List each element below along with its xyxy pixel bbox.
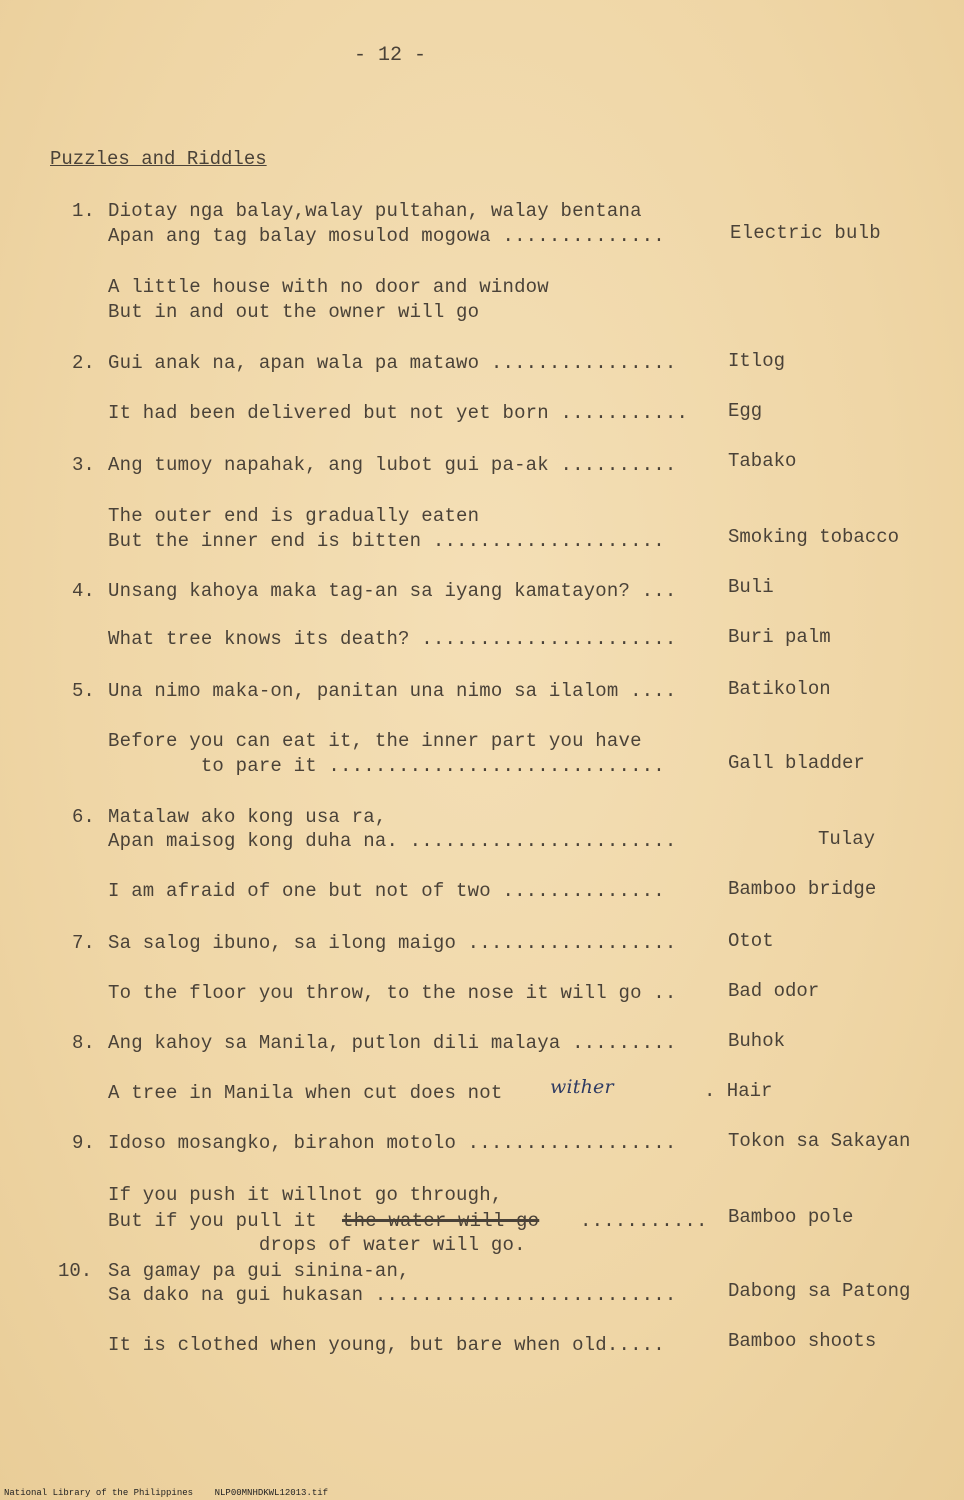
- riddle-line: Gui anak na, apan wala pa matawo ................: [108, 352, 677, 374]
- riddle-number: 9.: [72, 1132, 95, 1154]
- footer-caption: National Library of the Philippines NLP00MNHDKWL12013.tif: [4, 1488, 329, 1498]
- translation-answer: Smoking tobacco: [728, 526, 900, 548]
- riddle-line: Matalaw ako kong usa ra,: [108, 806, 387, 828]
- riddle-number: 4.: [72, 580, 95, 602]
- translation-line: What tree knows its death? ......................: [108, 628, 677, 650]
- riddle-number: 2.: [72, 352, 95, 374]
- riddle-number: 5.: [72, 680, 95, 702]
- riddle-answer: Buli: [728, 576, 774, 598]
- translation-answer: Egg: [728, 400, 763, 422]
- riddle-line: Sa gamay pa gui sinina-an,: [108, 1260, 410, 1282]
- riddle-line: Apan ang tag balay mosulod mogowa ..............: [108, 225, 665, 247]
- translation-answer: Buri palm: [728, 626, 831, 648]
- translation-answer: Bamboo shoots: [728, 1330, 877, 1352]
- riddle-answer: Batikolon: [728, 678, 831, 700]
- riddle-answer: Buhok: [728, 1030, 786, 1052]
- leader-dots: ...........: [580, 1210, 708, 1232]
- translation-line: to pare it .............................: [108, 755, 665, 777]
- translation-line: But if you pull it: [108, 1210, 317, 1232]
- translation-line: It had been delivered but not yet born ...........: [108, 402, 689, 424]
- riddle-line: Ang kahoy sa Manila, putlon dili malaya .........: [108, 1032, 677, 1054]
- riddle-answer: Tabako: [728, 450, 797, 472]
- riddle-number: 8.: [72, 1032, 95, 1054]
- riddle-answer: Dabong sa Patong: [728, 1280, 911, 1302]
- translation-line: A tree in Manila when cut does not: [108, 1082, 503, 1104]
- riddle-line: Unsang kahoya maka tag-an sa iyang kamatayon? ...: [108, 580, 677, 602]
- translation-line: To the floor you throw, to the nose it will go ..: [108, 982, 677, 1004]
- translation-answer: . Hair: [704, 1080, 773, 1102]
- riddle-number: 10.: [58, 1260, 93, 1282]
- translation-line: But in and out the owner will go: [108, 301, 480, 323]
- translation-line: But the inner end is bitten ....................: [108, 530, 665, 552]
- translation-line: It is clothed when young, but bare when old.....: [108, 1334, 665, 1356]
- riddle-number: 1.: [72, 200, 95, 222]
- riddle-line: Una nimo maka-on, panitan una nimo sa ilalom ....: [108, 680, 677, 702]
- handwritten-word: wither: [550, 1076, 614, 1098]
- riddle-answer: Otot: [728, 930, 774, 952]
- riddle-line: Apan maisog kong duha na. .......................: [108, 830, 677, 852]
- struck-text: the water will go: [342, 1210, 540, 1232]
- riddle-line: Diotay nga balay,walay pultahan, walay bentana: [108, 200, 642, 222]
- translation-answer: Bamboo bridge: [728, 878, 877, 900]
- translation-line: The outer end is gradually eaten: [108, 505, 480, 527]
- translation-answer: Bamboo pole: [728, 1206, 854, 1228]
- translation-line: If you push it willnot go through,: [108, 1184, 503, 1206]
- page-number: - 12 -: [353, 44, 426, 67]
- riddle-answer: Tokon sa Sakayan: [728, 1130, 911, 1152]
- riddle-number: 6.: [72, 806, 95, 828]
- riddle-line: Sa salog ibuno, sa ilong maigo ..................: [108, 932, 677, 954]
- riddle-line: Sa dako na gui hukasan ..........................: [108, 1284, 677, 1306]
- translation-line: I am afraid of one but not of two ..............: [108, 880, 665, 902]
- riddle-line: Idoso mosangko, birahon motolo ..................: [108, 1132, 677, 1154]
- riddle-answer: Tulay: [818, 828, 876, 850]
- riddle-answer: Itlog: [728, 350, 786, 372]
- riddle-number: 7.: [72, 932, 95, 954]
- section-heading: Puzzles and Riddles: [50, 148, 267, 170]
- translation-line: Before you can eat it, the inner part you have: [108, 730, 642, 752]
- translation-line: drops of water will go.: [108, 1234, 526, 1256]
- translation-line: A little house with no door and window: [108, 276, 549, 298]
- riddle-line: Ang tumoy napahak, ang lubot gui pa-ak ..........: [108, 454, 677, 476]
- riddle-answer: Electric bulb: [730, 222, 881, 244]
- translation-answer: Bad odor: [728, 980, 820, 1002]
- riddle-number: 3.: [72, 454, 95, 476]
- translation-answer: Gall bladder: [728, 752, 865, 774]
